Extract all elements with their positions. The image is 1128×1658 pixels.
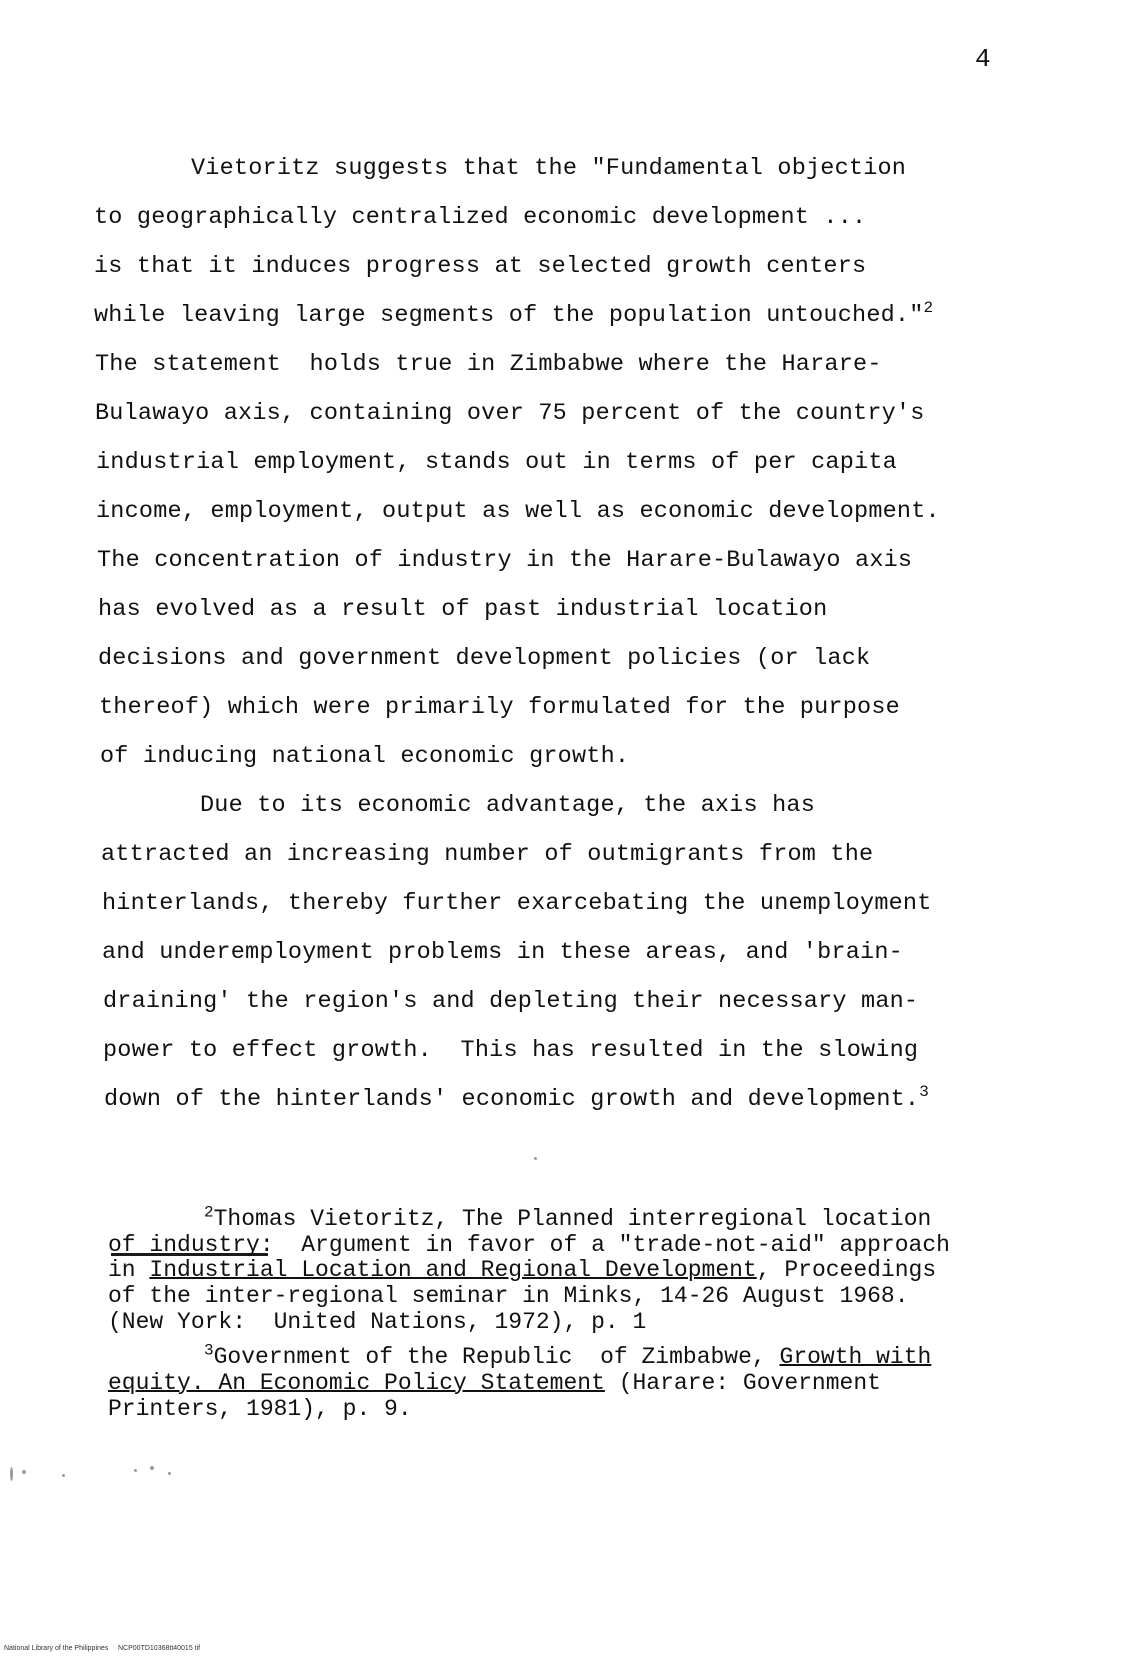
footnote-ref-3: 3 [919,1083,930,1102]
footnote-line: (New York: United Nations, 1972), p. 1 [108,1309,647,1335]
footnote-marker: 3 [204,1341,214,1360]
text-line: draining' the region's and depleting their necessary man- [103,988,919,1015]
scan-speck [62,1474,65,1477]
scan-speck [150,1466,154,1470]
text-line: thereof) which were primarily formulated for the purpose [99,694,900,721]
footnote-line [108,1370,881,1396]
text-line: industrial employment, stands out in terms of per capita [96,449,897,476]
text-line: has evolved as a result of past industrial location [98,596,828,623]
scan-speck [534,1157,537,1160]
cited-title: Industrial Location and Regional Development [149,1257,757,1283]
text-line: to geographically centralized economic development ... [94,204,867,231]
text-line: Due to its economic advantage, the axis has [200,792,815,819]
text-line [94,301,933,331]
text-segment: Government of the Republic of Zimbabwe, [213,1344,780,1370]
scan-speck [10,1467,13,1481]
text-line: income, employment, output as well as economic development. [96,498,940,525]
scan-caption: National Library of the Philippines NCP00TD10368tt40015 tif [4,1645,201,1652]
text-line: is that it induces progress at selected growth centers [94,253,867,280]
text-segment: down of the hinterlands' economic growth and development. [104,1086,920,1113]
footnote-ref-2: 2 [923,299,934,318]
cited-title: Growth with [779,1344,932,1370]
page-number: 4 [975,44,991,74]
text-segment: Thomas Vietoritz, The Planned interregional location [213,1206,932,1232]
text-line: attracted an increasing number of outmigrants from the [101,841,874,868]
scan-speck [134,1469,137,1472]
text-line [104,1085,929,1115]
text-line: The statement holds true in Zimbabwe where the Harare- [95,351,882,378]
text-line: of inducing national economic growth. [100,743,630,770]
text-line: Bulawayo axis, containing over 75 percent of the country's [95,400,925,427]
text-line: power to effect growth. This has resulted in the slowing [103,1037,919,1064]
text-segment: (Harare: Government [604,1370,881,1396]
footnote-line [108,1257,936,1283]
footnote-line: of industry: Argument in favor of a "trade-not-aid" approach [108,1232,950,1258]
scan-speck [168,1472,171,1475]
text-line: hinterlands, thereby further exarcebating the unemployment [102,890,932,917]
footnote-line: of the inter-regional seminar in Minks, 14-26 August 1968. [108,1283,909,1309]
footnote-marker: 2 [204,1203,214,1222]
text-line: The concentration of industry in the Harare-Bulawayo axis [97,547,913,574]
cited-title: equity. An Economic Policy Statement [108,1370,605,1396]
footnote-line [204,1203,932,1232]
scan-speck [22,1470,26,1474]
text-segment: , Proceedings [756,1257,937,1283]
text-segment: in [108,1257,150,1283]
text-line: decisions and government development policies (or lack [98,645,871,672]
footnote-line [204,1341,932,1370]
footnote-line: Printers, 1981), p. 9. [108,1396,412,1422]
text-line: Vietoritz suggests that the "Fundamental objection [191,155,907,182]
text-segment: while leaving large segments of the population untouched." [94,302,924,329]
text-line: and underemployment problems in these areas, and 'brain- [102,939,903,966]
